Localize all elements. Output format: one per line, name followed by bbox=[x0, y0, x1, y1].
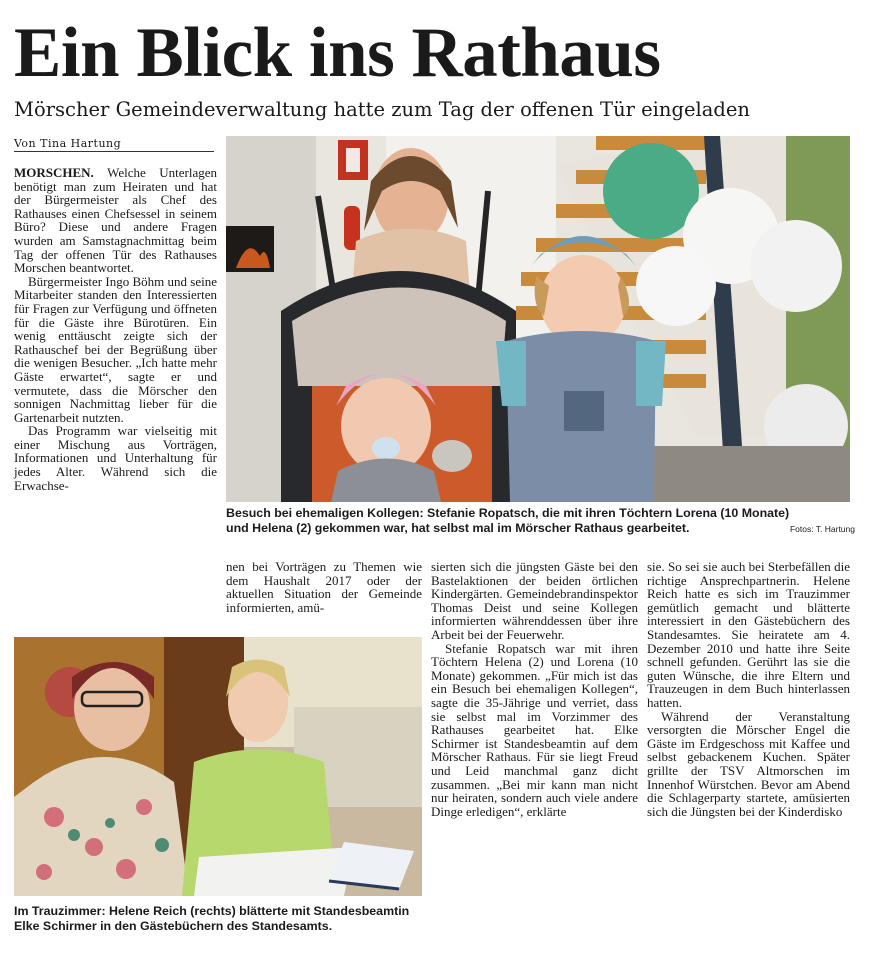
column-2-text: nen bei Vorträgen zu Themen wie dem Haushalt 2017 oder der aktuellen Situation der Gemeinde informierten, amü- bbox=[226, 559, 422, 615]
article-column-4 bbox=[647, 560, 850, 818]
paragraph-1 bbox=[14, 166, 217, 275]
headline: Ein Blick ins Rathaus bbox=[14, 14, 661, 92]
column-3-paragraph-2: Stefanie Ropatsch war mit ihren Töchtern Helena (2) und Lorena (10 Monate) gekommen. „Für mich ist das ein Besuch bei ehemaligen Kollegen“, sagte die 35-Jährige und verriet, dass sie selbst mal im Vorzimmer des Rathauses gearbeitet hat. Elke Schirmer ist Standesbeamtin auf dem Mörscher Rathaus. Für sie liegt Freud und Leid manchmal ganz dicht zusammen. „Bei mir kann man nicht nur heiraten, sondern auch viele andere Dinge erledigen“, erklärte bbox=[431, 640, 638, 819]
paragraph-1-text: Welche Unterlagen benötigt man zum Heiraten und hat der Bürgermeister als Chef des Rathauses einen Chefsessel in seinem Büro? Diese und andere Fragen wurden am Samstagnachmittag beim Tag der offenen Tür des Rathauses Morschen beantwortet. bbox=[14, 165, 217, 276]
paragraph-2: Bürgermeister Ingo Böhm und seine Mitarbeiter standen den Interessierten für Fragen zur Verfügung und öffneten für die Gäste ihre Bürotüren. Ein wenig enttäuscht zeigte sich der Rathauschef bei der Begrüßung über die wenigen Besucher. „Ich hatte mehr Gäste erwartet“, sagte er und vermutete, dass die Mörscher den sonnigen Nachmittag lieber für die Gartenarbeit nutzten. bbox=[14, 273, 217, 425]
photo-2-caption: Im Trauzimmer: Helene Reich (rechts) blätterte mit Standesbeamtin Elke Schirmer in den Gästebüchern des Standesamts. bbox=[14, 904, 410, 933]
byline: Von Tina Hartung bbox=[14, 137, 214, 152]
article-column-3 bbox=[431, 560, 638, 818]
article-column-2 bbox=[226, 560, 422, 614]
subheadline: Mörscher Gemeindeverwaltung hatte zum Tag der offenen Tür eingeladen bbox=[14, 98, 750, 121]
column-3-paragraph-1: sierten sich die jüngsten Gäste bei den Bastelaktionen der beiden örtlichen Kindergärten. Gemeindebrandinspektor Thomas Deist und seine Kollegen informierten währenddessen über ihre Arbeit bei der Feuerwehr. bbox=[431, 559, 638, 642]
photo-wedding-room bbox=[14, 637, 422, 896]
column-4-paragraph-2: Während der Veranstaltung versorgten die Mörscher Engel die Gäste im Erdgeschoss mit Kaffee und selbst gebackenem Kuchen. Später grillte der TSV Altmorschen im Innenhof Würstchen. Bevor am Abend die Schlagerparty startete, amüsierten sich die Jüngsten bei der Kinderdisko bbox=[647, 708, 850, 819]
article-column-1 bbox=[14, 166, 217, 492]
photo-family-stroller bbox=[226, 136, 850, 502]
dateline: MORSCHEN. bbox=[14, 165, 94, 180]
photo-credit: Fotos: T. Hartung bbox=[789, 524, 855, 534]
paragraph-3: Das Programm war vielseitig mit einer Mischung aus Vorträgen, Informationen und Unterhaltung für jedes Alter. Während sich die Erwachse- bbox=[14, 423, 217, 493]
column-4-paragraph-1: sie. So sei sie auch bei Sterbefällen die richtige Ansprechpartnerin. Helene Reich hatte es sich im Trauzimmer gemütlich gemacht und blätterte interessiert in den Gästebüchern des Standesamtes. Sie heiratete am 4. Dezember 2010 und hatte ihre Seite schnell gefunden. Gerührt las sie die guten Wünsche, die ihre Eltern und Trauzeugen in dem Buch hinterlassen hatten. bbox=[647, 559, 850, 710]
photo-1-caption: Besuch bei ehemaligen Kollegen: Stefanie Ropatsch, die mit ihren Töchtern Lorena (10 Monate) und Helena (2) gekommen war, hat selbst mal im Mörscher Rathaus gearbeitet. bbox=[226, 506, 790, 535]
